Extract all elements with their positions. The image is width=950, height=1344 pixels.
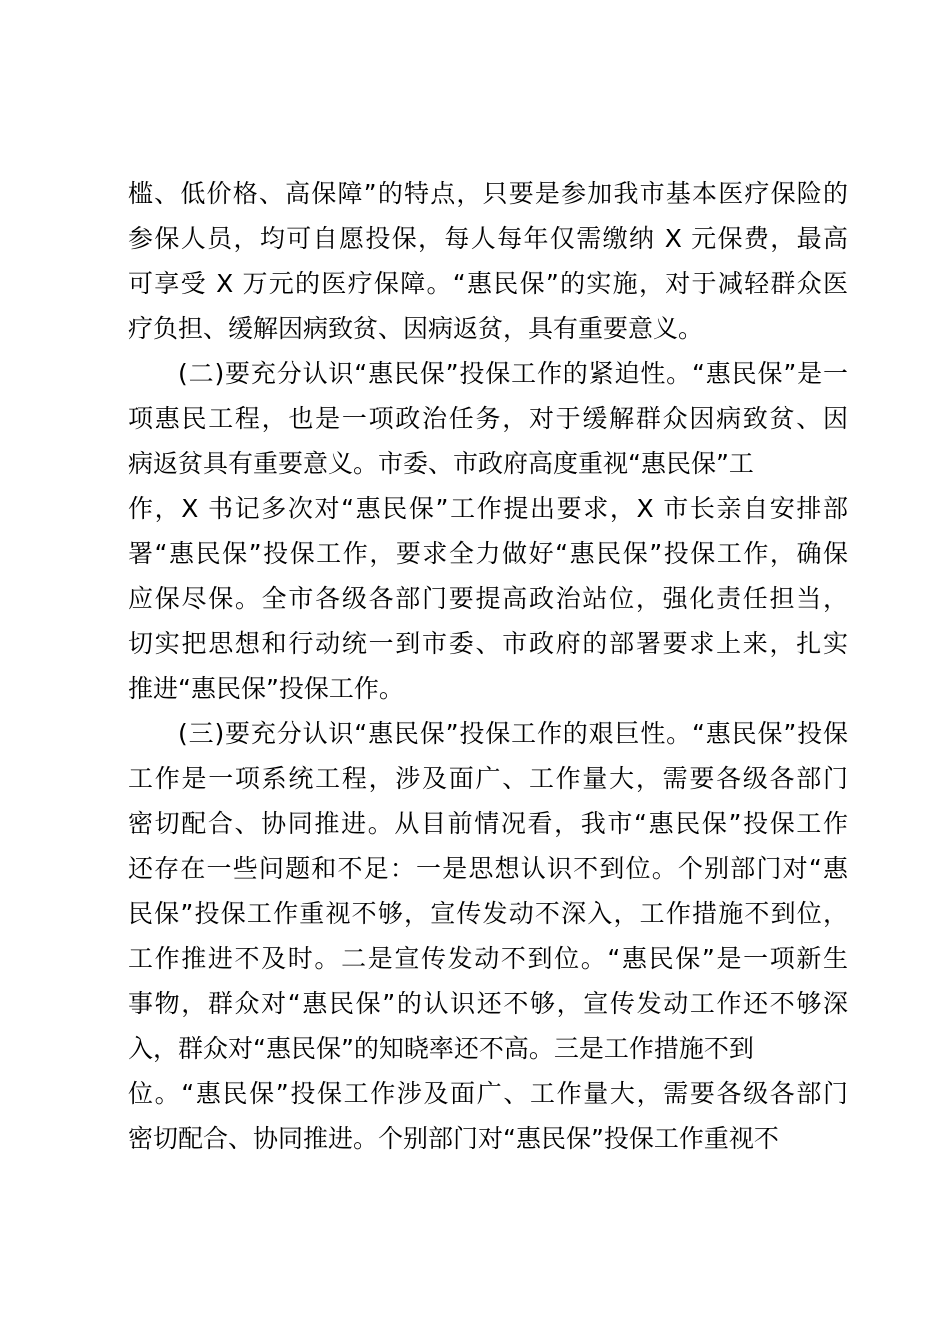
text-line: 事物，群众对“惠民保”的认识还不够，宣传发动工作还不够深 — [128, 989, 848, 1018]
text-line: 密切配合、协同推进。从目前情况看，我市“惠民保”投保工作 — [128, 809, 848, 838]
text-line: 切实把思想和行动统一到市委、市政府的部署要求上来，扎实 — [128, 629, 848, 658]
text-line: 还存在一些问题和不足：一是思想认识不到位。个别部门对“惠 — [128, 854, 848, 883]
text-line: 作，X 书记多次对“惠民保”工作提出要求，X 市长亲自安排部 — [128, 494, 848, 523]
section-heading-line: (二)要充分认识“惠民保”投保工作的紧迫性。“惠民保”是一 — [178, 359, 848, 388]
text-line: 疗负担、缓解因病致贫、因病返贫，具有重要意义。 — [128, 314, 704, 343]
text-line: 工作推进不及时。二是宣传发动不到位。“惠民保”是一项新生 — [128, 944, 848, 973]
text-line: 民保”投保工作重视不够，宣传发动不深入，工作措施不到位， — [128, 899, 848, 928]
text-line: 病返贫具有重要意义。市委、市政府高度重视“惠民保”工 — [128, 449, 754, 478]
section-heading-line: (三)要充分认识“惠民保”投保工作的艰巨性。“惠民保”投保 — [178, 719, 848, 748]
text-line: 推进“惠民保”投保工作。 — [128, 674, 404, 703]
text-line: 应保尽保。全市各级各部门要提高政治站位，强化责任担当， — [128, 584, 848, 613]
text-line: 入，群众对“惠民保”的知晓率还不高。三是工作措施不到 — [128, 1034, 754, 1063]
text-line: 工作是一项系统工程，涉及面广、工作量大，需要各级各部门 — [128, 764, 848, 793]
text-line: 署“惠民保”投保工作，要求全力做好“惠民保”投保工作，确保 — [128, 539, 848, 568]
body-text — [128, 171, 848, 1161]
text-line: 参保人员，均可自愿投保，每人每年仅需缴纳 X 元保费，最高 — [128, 224, 848, 253]
text-line: 密切配合、协同推进。个别部门对“惠民保”投保工作重视不 — [128, 1124, 779, 1153]
text-line: 位。“惠民保”投保工作涉及面广、工作量大，需要各级各部门 — [128, 1079, 848, 1108]
text-line: 槛、低价格、高保障”的特点，只要是参加我市基本医疗保险的 — [128, 179, 848, 208]
text-line: 可享受 X 万元的医疗保障。“惠民保”的实施，对于减轻群众医 — [128, 269, 848, 298]
text-line: 项惠民工程，也是一项政治任务，对于缓解群众因病致贫、因 — [128, 404, 848, 433]
